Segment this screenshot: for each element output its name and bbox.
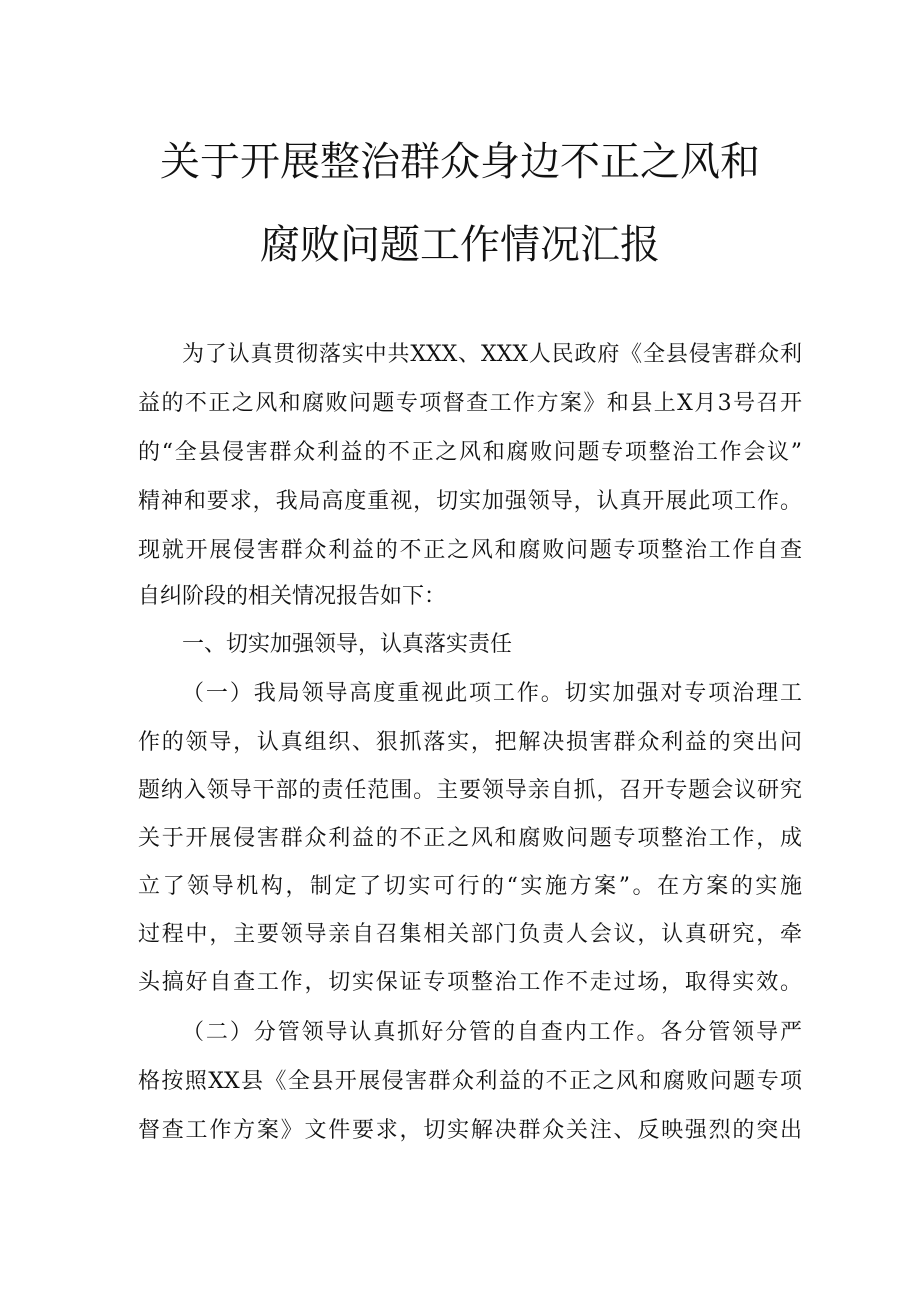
paragraph-2-line-1: （一）我局领导高度重视此项工作。切实加强对专项治理工: [182, 681, 802, 706]
paragraph-1-line-2: 益的不正之风和腐败问题专项督查工作方案》和县上X月3号召开: [138, 391, 802, 416]
paragraph-1-line-3: 的“全县侵害群众利益的不正之风和腐败问题专项整治工作会议”: [138, 440, 802, 465]
paragraph-1-line-6: 自纠阶段的相关情况报告如下：: [138, 584, 447, 609]
paragraph-2-line-5: 立了领导机构，制定了切实可行的“实施方案”。在方案的实施: [138, 874, 802, 899]
paragraph-3-line-3: 督查工作方案》文件要求，切实解决群众关注、反映强烈的突出: [138, 1118, 802, 1143]
section-heading-1: 一、切实加强领导，认真落实责任: [182, 632, 513, 657]
paragraph-2-line-2: 作的领导，认真组织、狠抓落实，把解决损害群众利益的突出问: [138, 730, 802, 755]
paragraph-3-line-1: （二）分管领导认真抓好分管的自查内工作。各分管领导严: [182, 1020, 802, 1045]
document-title-line-1: 关于开展整治群众身边不正之风和: [160, 139, 760, 185]
paragraph-2-line-6: 过程中，主要领导亲自召集相关部门负责人会议，认真研究，牵: [138, 922, 802, 947]
paragraph-2-line-3: 题纳入领导干部的责任范围。主要领导亲自抓，召开专题会议研究: [138, 778, 802, 803]
paragraph-1-line-1: 为了认真贯彻落实中共XXX、XXX人民政府《全县侵害群众利: [182, 342, 802, 367]
document-title-line-2: 腐败问题工作情况汇报: [260, 222, 660, 268]
paragraph-2-line-4: 关于开展侵害群众利益的不正之风和腐败问题专项整治工作，成: [138, 826, 802, 851]
paragraph-2-line-7: 头搞好自查工作，切实保证专项整治工作不走过场，取得实效。: [138, 970, 802, 995]
paragraph-1-line-5: 现就开展侵害群众利益的不正之风和腐败问题专项整治工作自查: [138, 538, 802, 563]
paragraph-3-line-2: 格按照XX县《全县开展侵害群众利益的不正之风和腐败问题专项: [138, 1069, 802, 1094]
paragraph-1-line-4: 精神和要求，我局高度重视，切实加强领导，认真开展此项工作。: [138, 489, 802, 514]
